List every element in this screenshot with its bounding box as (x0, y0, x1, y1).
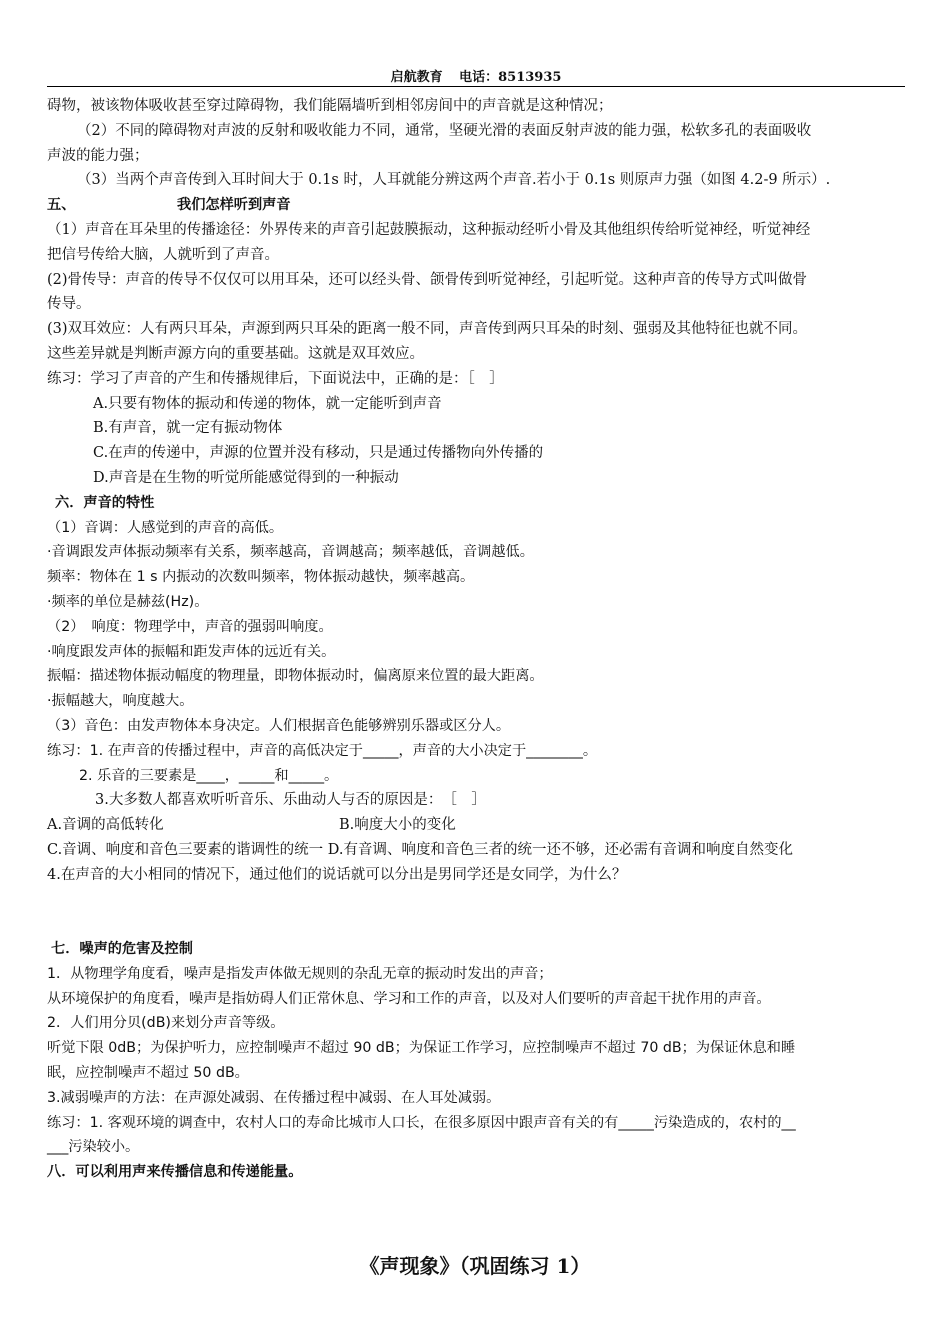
text-line: 听觉下限 0dB；为保护听力，应控制噪声不超过 90 dB；为保证工作学习，应控制噪声不超过 70 dB；为保证休息和睡 (47, 1040, 796, 1057)
exercise-question: 练习：1. 客观环境的调查中，农村人口的寿命比城市人口长，在很多原因中跟声音有关的有_____污染造成的，农村的__ (47, 1114, 796, 1131)
section-heading: 七．噪声的危害及控制 (51, 941, 193, 958)
text-line: ·振幅越大，响度越大。 (47, 693, 194, 710)
exercise-question: 4.在声音的大小相同的情况下，通过他们的说话就可以分出是男同学还是女同学，为什么？ (47, 866, 627, 883)
exercise-option: C.音调、响度和音色三要素的谐调性的统一 D.有音调、响度和音色三者的统一还不够，还必需有音调和响度自然变化 (47, 841, 794, 858)
text-line: (2)骨传导：声音的传导不仅仅可以用耳朵，还可以经头骨、颌骨传到听觉神经，引起听觉。这种声音的传导方式叫做骨 (47, 271, 808, 288)
text-line: （3）当两个声音传到入耳时间大于 0.1s 时，人耳就能分辨这两个声音.若小于 0.1s 则原声力强（如图 4.2-9 所示）. (77, 172, 831, 189)
text-line: (3)双耳效应：人有两只耳朵，声源到两只耳朵的距离一般不同，声音传到两只耳朵的时刻、强弱及其他特征也就不同。 (47, 321, 808, 338)
text-line: 1．从物理学角度看，噪声是指发声体做无规则的杂乱无章的振动时发出的声音； (47, 965, 553, 982)
text-line: 传导。 (47, 296, 91, 313)
section-title: 我们怎样听到声音 (177, 197, 291, 214)
text-line: 声波的能力强； (47, 147, 149, 164)
section-heading (47, 193, 909, 218)
section-heading: 六．声音的特性 (55, 494, 155, 511)
section-heading: 八．可以利用声来传播信息和传递能量。 (47, 1164, 303, 1181)
text-line: （2）不同的障碍物对声波的反射和吸收能力不同，通常，坚硬光滑的表面反射声波的能力强，松软多孔的表面吸收 (77, 122, 812, 139)
text-line: 眠，应控制噪声不超过 50 dB。 (47, 1065, 249, 1082)
section-number: 五、 (47, 197, 76, 214)
text-line: 振幅：描述物体振动幅度的物理量，即物体振动时，偏离原来位置的最大距离。 (47, 668, 544, 685)
exercise-option: D.声音是在生物的听觉所能感觉得到的一种振动 (93, 469, 399, 486)
exercise-option: C.在声的传递中，声源的位置并没有移动，只是通过传播物向外传播的 (93, 445, 544, 462)
exercise-options-row (47, 813, 909, 838)
exercise-option: B.响度大小的变化 (339, 817, 456, 834)
text-line: ·响度跟发声体的振幅和距发声体的远近有关。 (47, 643, 336, 660)
exercise-option: A.音调的高低转化 (47, 817, 164, 834)
exercise-question: 练习：学习了声音的产生和传播规律后，下面说法中，正确的是：［ ］ (47, 370, 504, 387)
text-line: ·音调跟发声体振动频率有关系，频率越高，音调越高；频率越低，音调越低。 (47, 544, 534, 561)
text-line: 3.减弱噪声的方法：在声源处减弱、在传播过程中减弱、在人耳处减弱。 (47, 1089, 501, 1106)
text-line: （1）音调：人感觉到的声音的高低。 (47, 519, 284, 536)
text-line: 频率：物体在 1 s 内振动的次数叫频率，物体振动越快，频率越高。 (47, 569, 475, 586)
text-line: ·频率的单位是赫兹(Hz)。 (47, 593, 209, 610)
header-org: 启航教育 (390, 70, 443, 85)
text-line: 从环境保护的角度看，噪声是指妨碍人们正常休息、学习和工作的声音，以及对人们要听的声音起干扰作用的声音。 (47, 990, 771, 1007)
header-phone: 电话：8513935 (459, 70, 562, 85)
text-line: 碍物，被该物体吸收甚至穿过障碍物，我们能隔墙听到相邻房间中的声音就是这种情况； (47, 98, 613, 114)
page-header (47, 66, 905, 87)
text-line: 把信号传给大脑，人就听到了声音。 (47, 246, 279, 263)
text-line: 2．人们用分贝(dB)来划分声音等级。 (47, 1015, 285, 1032)
exercise-question: 练习：1. 在声音的传播过程中，声音的高低决定于_____，声音的大小决定于________。 (47, 742, 598, 759)
exercise-option: B.有声音，就一定有振动物体 (93, 420, 283, 437)
document-body (47, 94, 909, 1185)
exercise-option: A.只要有物体的振动和传递的物体，就一定能听到声音 (93, 395, 442, 412)
text-line: （3）音色：由发声物体本身决定。人们根据音色能够辨别乐器或区分人。 (47, 717, 511, 734)
document-title: 《声现象》（巩固练习 1） (359, 1254, 591, 1278)
exercise-question: 3.大多数人都喜欢听听音乐、乐曲动人与否的原因是： ［ ］ (95, 792, 486, 809)
exercise-question: ___污染较小。 (47, 1139, 140, 1156)
text-line: （2） 响度：物理学中，声音的强弱叫响度。 (47, 618, 333, 635)
spacer (47, 888, 909, 938)
text-line: 这些差异就是判断声源方向的重要基础。这就是双耳效应。 (47, 345, 424, 362)
text-line: （1）声音在耳朵里的传播途径：外界传来的声音引起鼓膜振动，这种振动经听小骨及其他组织传给听觉神经，听觉神经 (47, 221, 811, 238)
exercise-question: 2. 乐音的三要素是____，_____和_____。 (79, 767, 339, 784)
